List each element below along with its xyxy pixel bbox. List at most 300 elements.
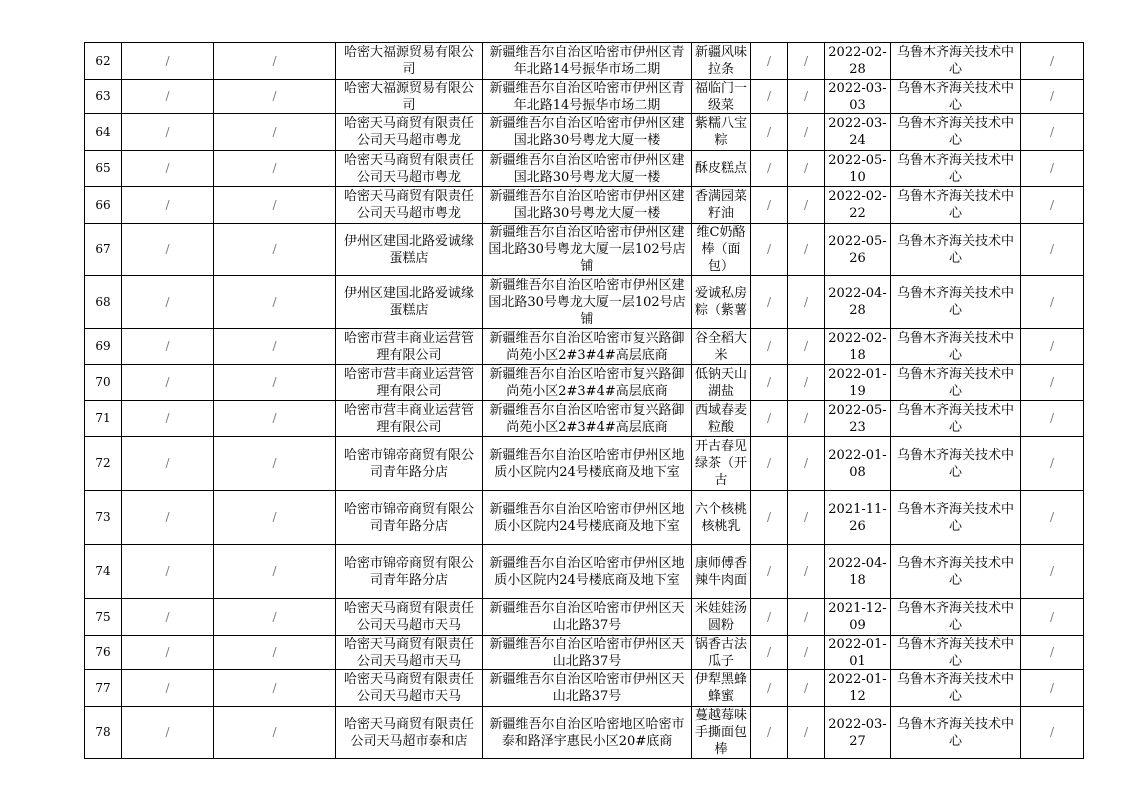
company-name-text: 哈密市锦帝商贸有限公司青年路分店 bbox=[343, 501, 474, 534]
company-address-text: 新疆维吾尔自治区哈密地区哈密市泰和路泽宇惠民小区20#底商 bbox=[489, 716, 685, 749]
cell-blank bbox=[788, 599, 825, 636]
company-address bbox=[483, 329, 692, 365]
cell-blank-text: / bbox=[803, 725, 809, 739]
product-name-text: 西域春麦粒酸 bbox=[695, 402, 747, 435]
table-row bbox=[85, 670, 1084, 707]
cell-blank-text: / bbox=[1049, 725, 1055, 739]
company-address bbox=[483, 670, 692, 707]
cell-blank bbox=[1021, 276, 1084, 329]
product-name bbox=[692, 670, 751, 707]
cell-blank bbox=[122, 114, 214, 151]
sample-date-text: 2022-01-08 bbox=[828, 447, 887, 480]
cell-blank bbox=[751, 491, 788, 545]
row-number bbox=[85, 151, 122, 187]
cell-blank bbox=[122, 437, 214, 491]
product-name bbox=[692, 151, 751, 187]
testing-agency-text: 乌鲁木齐海关技术中心 bbox=[896, 152, 1014, 185]
testing-agency-text: 乌鲁木齐海关技术中心 bbox=[896, 555, 1014, 588]
sample-date bbox=[825, 491, 891, 545]
table-row bbox=[85, 276, 1084, 329]
cell-blank-text: / bbox=[766, 564, 772, 578]
cell-blank-text: / bbox=[1049, 161, 1055, 175]
company-name-text: 哈密市锦帝商贸有限公司青年路分店 bbox=[343, 555, 474, 588]
testing-agency-text: 乌鲁木齐海关技术中心 bbox=[896, 116, 1014, 148]
row-number-text: 66 bbox=[95, 197, 111, 212]
sample-date bbox=[825, 599, 891, 636]
company-address bbox=[483, 224, 692, 276]
cell-blank-text: / bbox=[766, 161, 772, 175]
cell-blank bbox=[1021, 80, 1084, 114]
sample-date bbox=[825, 437, 891, 491]
testing-agency bbox=[891, 365, 1021, 401]
row-number bbox=[85, 43, 122, 80]
cell-blank-text: / bbox=[1049, 197, 1055, 212]
cell-blank bbox=[788, 80, 825, 114]
table-row bbox=[85, 187, 1084, 224]
cell-blank bbox=[751, 329, 788, 365]
product-name bbox=[692, 636, 751, 670]
company-name bbox=[336, 401, 483, 437]
cell-blank bbox=[214, 224, 336, 276]
testing-agency bbox=[891, 276, 1021, 329]
sample-date bbox=[825, 224, 891, 276]
row-number-text: 77 bbox=[95, 680, 111, 695]
product-name bbox=[692, 43, 751, 80]
testing-agency-text: 乌鲁木齐海关技术中心 bbox=[896, 402, 1014, 435]
sample-date-text: 2022-02-18 bbox=[828, 330, 887, 363]
cell-blank bbox=[751, 224, 788, 276]
product-name-text: 米娃娃汤圆粉 bbox=[695, 601, 747, 633]
row-number bbox=[85, 707, 122, 759]
company-name-text: 哈密市营丰商业运营管理有限公司 bbox=[343, 402, 474, 435]
cell-blank-text: / bbox=[165, 456, 170, 470]
cell-blank-text: / bbox=[165, 510, 170, 524]
cell-blank-text: / bbox=[766, 456, 772, 470]
row-number-text: 65 bbox=[95, 161, 111, 175]
cell-blank-text: / bbox=[165, 124, 170, 139]
testing-agency bbox=[891, 329, 1021, 365]
cell-blank-text: / bbox=[165, 725, 170, 739]
cell-blank-text: / bbox=[803, 197, 809, 212]
company-name bbox=[336, 329, 483, 365]
product-name-text: 开古春见绿茶（开古 bbox=[695, 439, 747, 488]
company-name-text: 伊州区建国北路爱诚缘蛋糕店 bbox=[343, 233, 474, 266]
cell-blank-text: / bbox=[165, 411, 170, 425]
company-name bbox=[336, 224, 483, 276]
table-row bbox=[85, 599, 1084, 636]
cell-blank-text: / bbox=[1049, 89, 1055, 103]
testing-agency bbox=[891, 151, 1021, 187]
cell-blank bbox=[751, 545, 788, 599]
product-name bbox=[692, 224, 751, 276]
product-name-text: 低钠天山湖盐 bbox=[695, 366, 747, 399]
cell-blank-text: / bbox=[272, 725, 277, 739]
row-number bbox=[85, 224, 122, 276]
company-name-text: 哈密天马商贸有限责任公司天马超市粤龙 bbox=[343, 189, 474, 221]
cell-blank bbox=[122, 670, 214, 707]
cell-blank bbox=[122, 43, 214, 80]
sample-date bbox=[825, 187, 891, 224]
company-address bbox=[483, 43, 692, 80]
company-address bbox=[483, 187, 692, 224]
cell-blank bbox=[214, 187, 336, 224]
cell-blank bbox=[214, 43, 336, 80]
cell-blank bbox=[1021, 545, 1084, 599]
cell-blank-text: / bbox=[1049, 375, 1055, 389]
cell-blank bbox=[751, 437, 788, 491]
cell-blank-text: / bbox=[165, 609, 170, 624]
cell-blank bbox=[751, 114, 788, 151]
company-name bbox=[336, 707, 483, 759]
testing-agency-text: 乌鲁木齐海关技术中心 bbox=[896, 637, 1014, 669]
table-row bbox=[85, 80, 1084, 114]
sample-date-text: 2022-04-28 bbox=[828, 286, 887, 318]
sample-date-text: 2022-05-10 bbox=[828, 152, 887, 185]
row-number-text: 68 bbox=[95, 294, 111, 309]
table-row bbox=[85, 43, 1084, 80]
product-name-text: 新疆风味拉条 bbox=[695, 45, 747, 77]
cell-blank bbox=[751, 636, 788, 670]
row-number-text: 69 bbox=[95, 339, 111, 353]
testing-agency bbox=[891, 599, 1021, 636]
company-name bbox=[336, 151, 483, 187]
sample-date bbox=[825, 43, 891, 80]
cell-blank bbox=[751, 365, 788, 401]
testing-agency bbox=[891, 114, 1021, 151]
company-address-text: 新疆维吾尔自治区哈密市伊州区建国北路30号粤龙大厦一楼 bbox=[489, 189, 685, 221]
product-name bbox=[692, 365, 751, 401]
sample-date-text: 2022-01-19 bbox=[828, 366, 887, 399]
product-name-text: 香满园菜籽油 bbox=[695, 189, 747, 221]
cell-blank bbox=[122, 491, 214, 545]
testing-agency bbox=[891, 401, 1021, 437]
cell-blank-text: / bbox=[766, 294, 772, 309]
cell-blank-text: / bbox=[165, 161, 170, 175]
cell-blank-text: / bbox=[803, 124, 809, 139]
sample-date-text: 2022-05-26 bbox=[828, 233, 887, 266]
cell-blank-text: / bbox=[803, 510, 809, 524]
cell-blank-text: / bbox=[766, 339, 772, 353]
testing-agency bbox=[891, 437, 1021, 491]
cell-blank-text: / bbox=[803, 375, 809, 389]
company-name bbox=[336, 80, 483, 114]
cell-blank-text: / bbox=[803, 564, 809, 578]
cell-blank-text: / bbox=[766, 197, 772, 212]
product-name bbox=[692, 707, 751, 759]
company-address-text: 新疆维吾尔自治区哈密市伊州区地质小区院内24号楼底商及地下室 bbox=[489, 501, 685, 534]
row-number bbox=[85, 491, 122, 545]
inspection-table bbox=[84, 42, 1084, 759]
table-body bbox=[85, 43, 1084, 759]
cell-blank-text: / bbox=[803, 411, 809, 425]
row-number-text: 67 bbox=[95, 242, 111, 256]
row-number-text: 74 bbox=[95, 564, 111, 578]
sample-date bbox=[825, 114, 891, 151]
row-number bbox=[85, 365, 122, 401]
cell-blank bbox=[788, 187, 825, 224]
testing-agency-text: 乌鲁木齐海关技术中心 bbox=[896, 501, 1014, 534]
cell-blank bbox=[214, 491, 336, 545]
company-address-text: 新疆维吾尔自治区哈密市伊州区青年北路14号振华市场二期 bbox=[489, 45, 685, 77]
row-number-text: 71 bbox=[95, 411, 111, 425]
cell-blank bbox=[214, 276, 336, 329]
cell-blank-text: / bbox=[272, 124, 277, 139]
row-number-text: 70 bbox=[95, 375, 111, 389]
testing-agency bbox=[891, 491, 1021, 545]
cell-blank bbox=[751, 670, 788, 707]
row-number-text: 64 bbox=[95, 124, 111, 139]
company-address-text: 新疆维吾尔自治区哈密市复兴路御尚苑小区2#3#4#高层底商 bbox=[489, 402, 685, 435]
sample-date bbox=[825, 670, 891, 707]
row-number bbox=[85, 670, 122, 707]
cell-blank-text: / bbox=[165, 645, 170, 659]
company-name bbox=[336, 599, 483, 636]
product-name-text: 谷全稻大米 bbox=[695, 330, 747, 363]
testing-agency-text: 乌鲁木齐海关技术中心 bbox=[896, 81, 1014, 113]
cell-blank bbox=[751, 401, 788, 437]
testing-agency-text: 乌鲁木齐海关技术中心 bbox=[896, 189, 1014, 221]
testing-agency-text: 乌鲁木齐海关技术中心 bbox=[896, 672, 1014, 704]
cell-blank-text: / bbox=[272, 339, 277, 353]
cell-blank-text: / bbox=[165, 339, 170, 353]
company-address bbox=[483, 401, 692, 437]
cell-blank bbox=[788, 114, 825, 151]
product-name-text: 维C奶酪棒（面包） bbox=[696, 225, 746, 274]
cell-blank-text: / bbox=[165, 564, 170, 578]
sample-date-text: 2021-11-26 bbox=[828, 501, 887, 534]
row-number bbox=[85, 114, 122, 151]
cell-blank-text: / bbox=[1049, 294, 1055, 309]
row-number-text: 73 bbox=[95, 510, 111, 524]
cell-blank bbox=[214, 329, 336, 365]
company-name-text: 哈密市锦帝商贸有限公司青年路分店 bbox=[343, 447, 474, 480]
company-name-text: 哈密天马商贸有限责任公司天马超市粤龙 bbox=[343, 152, 474, 185]
cell-blank-text: / bbox=[766, 725, 772, 739]
cell-blank bbox=[788, 224, 825, 276]
company-name bbox=[336, 43, 483, 80]
testing-agency-text: 乌鲁木齐海关技术中心 bbox=[896, 330, 1014, 363]
company-name bbox=[336, 636, 483, 670]
cell-blank bbox=[788, 491, 825, 545]
company-address bbox=[483, 151, 692, 187]
cell-blank bbox=[214, 365, 336, 401]
cell-blank bbox=[122, 707, 214, 759]
row-number bbox=[85, 401, 122, 437]
sample-date-text: 2022-01-01 bbox=[828, 637, 887, 669]
row-number bbox=[85, 187, 122, 224]
row-number-text: 78 bbox=[95, 725, 111, 739]
cell-blank bbox=[751, 276, 788, 329]
company-address-text: 新疆维吾尔自治区哈密市伊州区地质小区院内24号楼底商及地下室 bbox=[489, 447, 685, 480]
cell-blank-text: / bbox=[766, 53, 772, 68]
cell-blank bbox=[788, 401, 825, 437]
testing-agency-text: 乌鲁木齐海关技术中心 bbox=[896, 233, 1014, 266]
cell-blank-text: / bbox=[766, 411, 772, 425]
cell-blank-text: / bbox=[803, 456, 809, 470]
cell-blank-text: / bbox=[272, 564, 277, 578]
row-number bbox=[85, 636, 122, 670]
row-number bbox=[85, 276, 122, 329]
cell-blank bbox=[1021, 187, 1084, 224]
company-address-text: 新疆维吾尔自治区哈密市伊州区建国北路30号粤龙大厦一楼 bbox=[489, 152, 685, 185]
cell-blank-text: / bbox=[1049, 339, 1055, 353]
row-number bbox=[85, 599, 122, 636]
cell-blank-text: / bbox=[803, 339, 809, 353]
cell-blank bbox=[214, 151, 336, 187]
cell-blank bbox=[751, 707, 788, 759]
product-name bbox=[692, 80, 751, 114]
sample-date bbox=[825, 636, 891, 670]
cell-blank-text: / bbox=[272, 89, 277, 103]
cell-blank-text: / bbox=[272, 242, 277, 256]
cell-blank-text: / bbox=[1049, 242, 1055, 256]
product-name-text: 蔓越莓味手撕面包棒 bbox=[695, 708, 747, 757]
sample-date bbox=[825, 329, 891, 365]
company-address-text: 新疆维吾尔自治区哈密市伊州区天山北路37号 bbox=[489, 601, 685, 633]
company-name-text: 哈密市营丰商业运营管理有限公司 bbox=[343, 330, 474, 363]
sample-date-text: 2022-04-18 bbox=[828, 555, 887, 588]
cell-blank-text: / bbox=[766, 680, 772, 695]
cell-blank bbox=[788, 43, 825, 80]
cell-blank-text: / bbox=[766, 645, 772, 659]
cell-blank-text: / bbox=[272, 197, 277, 212]
company-name-text: 哈密天马商贸有限责任公司天马超市天马 bbox=[343, 672, 474, 704]
cell-blank-text: / bbox=[1049, 680, 1055, 695]
product-name-text: 爱诚私房粽（紫薯 bbox=[695, 286, 747, 318]
cell-blank bbox=[1021, 114, 1084, 151]
company-address-text: 新疆维吾尔自治区哈密市伊州区建国北路30号粤龙大厦一层102号店铺 bbox=[488, 277, 686, 327]
company-name-text: 哈密天马商贸有限责任公司天马超市泰和店 bbox=[343, 716, 474, 749]
cell-blank bbox=[1021, 599, 1084, 636]
cell-blank-text: / bbox=[766, 510, 772, 524]
cell-blank-text: / bbox=[165, 680, 170, 695]
cell-blank-text: / bbox=[1049, 645, 1055, 659]
cell-blank bbox=[1021, 670, 1084, 707]
company-name bbox=[336, 545, 483, 599]
cell-blank bbox=[788, 670, 825, 707]
company-name-text: 哈密大福源贸易有限公司 bbox=[343, 45, 474, 77]
table-row bbox=[85, 707, 1084, 759]
company-address bbox=[483, 599, 692, 636]
row-number bbox=[85, 545, 122, 599]
sample-date-text: 2021-12-09 bbox=[828, 601, 887, 633]
testing-agency-text: 乌鲁木齐海关技术中心 bbox=[896, 447, 1014, 480]
row-number-text: 63 bbox=[95, 89, 111, 103]
table-row bbox=[85, 365, 1084, 401]
cell-blank-text: / bbox=[766, 124, 772, 139]
cell-blank bbox=[122, 329, 214, 365]
cell-blank-text: / bbox=[803, 242, 809, 256]
cell-blank-text: / bbox=[1049, 124, 1055, 139]
table-row bbox=[85, 401, 1084, 437]
company-name-text: 伊州区建国北路爱诚缘蛋糕店 bbox=[343, 286, 474, 318]
sample-date bbox=[825, 707, 891, 759]
cell-blank-text: / bbox=[803, 645, 809, 659]
cell-blank-text: / bbox=[165, 294, 170, 309]
cell-blank bbox=[788, 151, 825, 187]
cell-blank-text: / bbox=[803, 609, 809, 624]
product-name bbox=[692, 276, 751, 329]
company-address-text: 新疆维吾尔自治区哈密市复兴路御尚苑小区2#3#4#高层底商 bbox=[489, 366, 685, 399]
cell-blank-text: / bbox=[165, 242, 170, 256]
sample-date bbox=[825, 80, 891, 114]
cell-blank bbox=[788, 636, 825, 670]
cell-blank-text: / bbox=[1049, 411, 1055, 425]
product-name bbox=[692, 187, 751, 224]
cell-blank-text: / bbox=[272, 375, 277, 389]
cell-blank-text: / bbox=[272, 609, 277, 624]
cell-blank bbox=[751, 599, 788, 636]
testing-agency-text: 乌鲁木齐海关技术中心 bbox=[896, 45, 1014, 77]
table-row bbox=[85, 437, 1084, 491]
product-name bbox=[692, 599, 751, 636]
company-name bbox=[336, 491, 483, 545]
sample-date-text: 2022-02-28 bbox=[828, 45, 887, 77]
company-name bbox=[336, 187, 483, 224]
testing-agency bbox=[891, 187, 1021, 224]
cell-blank-text: / bbox=[803, 161, 809, 175]
row-number-text: 72 bbox=[95, 456, 111, 470]
cell-blank bbox=[122, 151, 214, 187]
company-address bbox=[483, 707, 692, 759]
cell-blank bbox=[788, 329, 825, 365]
table-row bbox=[85, 329, 1084, 365]
cell-blank bbox=[122, 599, 214, 636]
cell-blank-text: / bbox=[1049, 564, 1055, 578]
cell-blank bbox=[1021, 636, 1084, 670]
cell-blank-text: / bbox=[272, 680, 277, 695]
testing-agency bbox=[891, 670, 1021, 707]
cell-blank bbox=[122, 365, 214, 401]
product-name-text: 紫糯八宝粽 bbox=[695, 116, 747, 148]
company-address bbox=[483, 365, 692, 401]
product-name-text: 福临门一级菜 bbox=[695, 81, 747, 113]
cell-blank-text: / bbox=[272, 456, 277, 470]
sample-date-text: 2022-02-22 bbox=[828, 189, 887, 221]
row-number bbox=[85, 80, 122, 114]
product-name-text: 锅香古法瓜子 bbox=[695, 637, 747, 669]
testing-agency bbox=[891, 636, 1021, 670]
cell-blank-text: / bbox=[1049, 53, 1055, 68]
company-name-text: 哈密大福源贸易有限公司 bbox=[343, 81, 474, 113]
testing-agency bbox=[891, 80, 1021, 114]
sample-date bbox=[825, 545, 891, 599]
company-name bbox=[336, 365, 483, 401]
company-address bbox=[483, 545, 692, 599]
product-name-text: 康师傅香辣牛肉面 bbox=[695, 555, 747, 588]
sample-date-text: 2022-05-23 bbox=[828, 402, 887, 435]
cell-blank-text: / bbox=[165, 89, 170, 103]
product-name bbox=[692, 545, 751, 599]
table-row bbox=[85, 151, 1084, 187]
table-row bbox=[85, 224, 1084, 276]
cell-blank-text: / bbox=[1049, 510, 1055, 524]
company-name-text: 哈密市营丰商业运营管理有限公司 bbox=[343, 366, 474, 399]
cell-blank bbox=[122, 545, 214, 599]
cell-blank bbox=[214, 114, 336, 151]
testing-agency bbox=[891, 43, 1021, 80]
company-address-text: 新疆维吾尔自治区哈密市复兴路御尚苑小区2#3#4#高层底商 bbox=[489, 330, 685, 363]
sample-date-text: 2022-03-27 bbox=[828, 716, 887, 749]
testing-agency-text: 乌鲁木齐海关技术中心 bbox=[896, 716, 1014, 749]
cell-blank bbox=[214, 707, 336, 759]
testing-agency-text: 乌鲁木齐海关技术中心 bbox=[896, 366, 1014, 399]
cell-blank bbox=[1021, 707, 1084, 759]
company-address bbox=[483, 80, 692, 114]
cell-blank-text: / bbox=[1049, 456, 1055, 470]
row-number bbox=[85, 437, 122, 491]
product-name bbox=[692, 114, 751, 151]
